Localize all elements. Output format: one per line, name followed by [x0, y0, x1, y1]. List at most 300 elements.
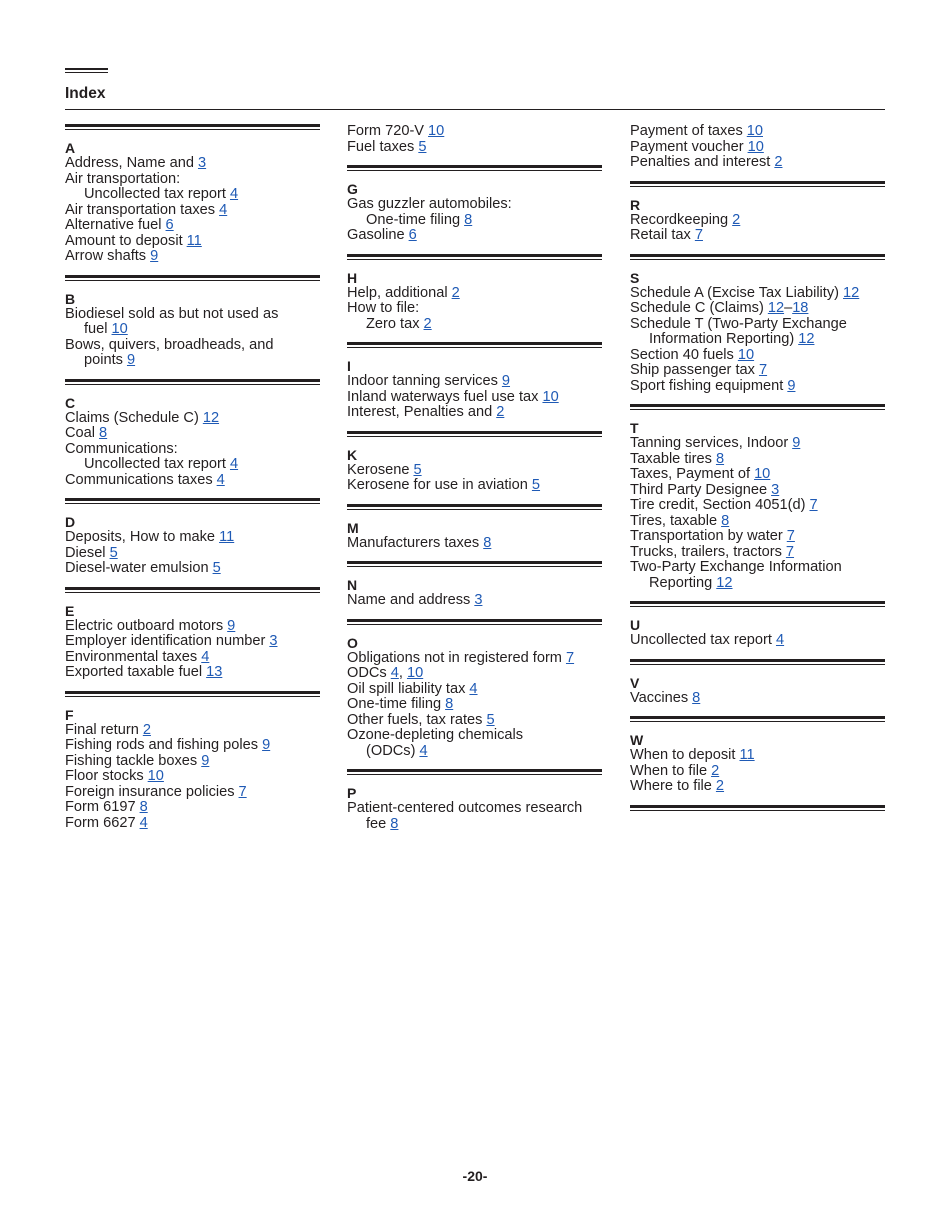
- page-link[interactable]: 11: [186, 232, 202, 249]
- index-entry: [65, 754, 320, 770]
- entry-term: Retail tax: [630, 227, 691, 243]
- continued-entries: [347, 124, 602, 155]
- entry-term: Schedule C (Claims): [630, 300, 764, 316]
- section-rule: [347, 431, 602, 437]
- entry-term: Exported taxable fuel: [65, 664, 203, 680]
- index-entry: [65, 442, 320, 458]
- index-section-m: [347, 504, 602, 552]
- page-link[interactable]: 10: [754, 466, 771, 482]
- page-link[interactable]: 6: [165, 217, 174, 233]
- entry-term: Bows, quivers, broadheads, and: [65, 336, 274, 353]
- section-rule: [630, 254, 885, 260]
- page-references: [759, 362, 767, 378]
- entry-term: Obligations not in registered form: [347, 649, 562, 666]
- index-entry: [65, 546, 320, 562]
- page-link[interactable]: 12: [767, 300, 785, 316]
- page-link[interactable]: 18: [792, 300, 809, 316]
- entry-term: Uncollected tax report: [630, 632, 772, 648]
- index-entry: [65, 457, 320, 473]
- index-entry: [630, 467, 885, 483]
- page-link[interactable]: 9: [227, 617, 236, 634]
- page-link[interactable]: 4: [216, 471, 225, 488]
- index-entry: [347, 317, 602, 333]
- page-references: [419, 743, 427, 759]
- page-references: [776, 632, 784, 648]
- page-references: [219, 202, 227, 218]
- page-link[interactable]: 4: [139, 814, 148, 831]
- entry-term: Uncollected tax report: [84, 186, 226, 202]
- index-section-v: [630, 659, 885, 707]
- page-link[interactable]: 2: [732, 211, 741, 228]
- page-link[interactable]: 12: [843, 284, 860, 301]
- index-column-1: [65, 124, 320, 841]
- index-entry: [347, 478, 602, 494]
- page-link[interactable]: 12: [202, 409, 220, 426]
- entry-term: Foreign insurance policies: [65, 783, 235, 800]
- index-section-w: [630, 716, 885, 795]
- section-letter: N: [347, 577, 358, 593]
- entry-term: Alternative fuel: [65, 217, 162, 233]
- page-link[interactable]: 2: [711, 762, 720, 779]
- page-link[interactable]: 7: [785, 543, 795, 560]
- index-entry: [65, 473, 320, 489]
- index-entry: [630, 545, 885, 561]
- entry-term-continued: Information Reporting): [649, 331, 795, 347]
- index-entry: [630, 691, 885, 707]
- page-references: [112, 321, 128, 337]
- page-link[interactable]: 9: [262, 737, 271, 753]
- page-references: [787, 378, 795, 394]
- index-entry: [347, 651, 602, 667]
- page-references: [542, 389, 558, 405]
- page-references: [127, 352, 135, 368]
- entry-term: Gasoline: [347, 227, 405, 243]
- entry-term: Payment voucher: [630, 138, 744, 155]
- index-section-b: [65, 275, 320, 369]
- page-references: [469, 681, 477, 697]
- entry-term: Diesel-water emulsion: [65, 560, 209, 576]
- page-references: [711, 763, 719, 779]
- section-rule: [65, 124, 320, 130]
- page-references: [143, 722, 151, 738]
- title-divider: [65, 109, 885, 110]
- page-link[interactable]: 4: [469, 680, 478, 697]
- entry-term: Zero tax: [366, 315, 420, 332]
- index-section-s: [630, 254, 885, 395]
- page-link[interactable]: 7: [694, 227, 703, 243]
- entry-term-continued: points: [84, 352, 123, 368]
- index-entry: [630, 286, 885, 302]
- page-link[interactable]: 4: [229, 456, 239, 472]
- entry-term: Payment of taxes: [630, 123, 743, 139]
- index-section-p: [347, 769, 602, 832]
- entry-term: Deposits, How to make: [65, 529, 216, 545]
- index-entry: [347, 463, 602, 479]
- entry-term: Patient-centered outcomes research: [347, 800, 583, 816]
- page-references: [262, 737, 270, 753]
- entry-term: Fishing tackle boxes: [65, 752, 198, 769]
- index-entry: [65, 738, 320, 754]
- index-entry: [65, 723, 320, 739]
- entry-term: Penalties and interest: [630, 154, 771, 170]
- page-link[interactable]: 9: [126, 352, 136, 368]
- page-references: [716, 575, 732, 591]
- entry-term: Uncollected tax report: [84, 456, 226, 472]
- page-link[interactable]: 3: [771, 481, 780, 498]
- page-link[interactable]: 7: [758, 362, 768, 378]
- page-link[interactable]: 2: [496, 404, 505, 420]
- page-link[interactable]: 7: [565, 649, 575, 666]
- page-references: [464, 212, 472, 228]
- page-link[interactable]: 8: [390, 815, 399, 832]
- entry-term: Vaccines: [630, 689, 689, 706]
- page-references: [716, 451, 724, 467]
- index-entry: [347, 390, 602, 406]
- entry-term: Arrow shafts: [65, 248, 147, 264]
- page-link[interactable]: 13: [206, 664, 223, 680]
- page-link[interactable]: 5: [486, 711, 495, 728]
- entry-term: Other fuels, tax rates: [347, 711, 483, 728]
- page-link[interactable]: 10: [147, 768, 164, 784]
- entry-term: Amount to deposit: [65, 232, 183, 249]
- index-entry: [630, 514, 885, 530]
- page-link[interactable]: 3: [269, 633, 278, 649]
- page-link[interactable]: 11: [739, 747, 755, 763]
- page-link[interactable]: 10: [406, 665, 424, 681]
- page-link[interactable]: 9: [787, 377, 796, 394]
- page-references: [792, 435, 800, 451]
- section-rule: [347, 165, 602, 171]
- section-rule: [65, 498, 320, 504]
- page-link[interactable]: 8: [692, 689, 701, 706]
- index-entry: [347, 286, 602, 302]
- entry-term: Address, Name and: [65, 155, 194, 171]
- section-rule: [65, 587, 320, 593]
- entry-term-continued: fee: [366, 815, 387, 832]
- section-rule: [630, 659, 885, 665]
- section-letter: E: [65, 602, 75, 619]
- index-section-u: [630, 601, 885, 649]
- index-entry: [65, 234, 320, 250]
- page-references: [206, 664, 222, 680]
- page-link[interactable]: 4: [219, 201, 228, 218]
- page-link[interactable]: 10: [737, 346, 755, 363]
- index-entry: [65, 800, 320, 816]
- entry-term: Final return: [65, 721, 139, 738]
- section-letter: A: [65, 140, 76, 156]
- page-link[interactable]: 8: [483, 534, 492, 551]
- section-letter: B: [65, 290, 76, 307]
- page-link[interactable]: 5: [531, 477, 541, 493]
- page-references: [786, 544, 794, 560]
- entry-term: When to file: [630, 762, 708, 779]
- entry-term: Two-Party Exchange Information: [630, 559, 842, 575]
- page-link[interactable]: 8: [715, 450, 725, 467]
- page-references: [227, 618, 235, 634]
- entry-term: Transportation by water: [630, 528, 783, 544]
- entry-term: Form 6197: [65, 799, 136, 815]
- page-references: [486, 712, 494, 728]
- index-entry: [347, 213, 602, 229]
- index-entry: [630, 140, 885, 156]
- section-letter: O: [347, 634, 358, 651]
- index-section-d: [65, 498, 320, 577]
- page-title: Index: [65, 85, 106, 102]
- page-link[interactable]: 4: [390, 665, 399, 681]
- entry-term: Ship passenger tax: [630, 362, 755, 378]
- page-references: [738, 347, 754, 363]
- entry-term: Air transportation:: [65, 170, 181, 187]
- page-references: [217, 472, 225, 488]
- page-link[interactable]: 2: [774, 154, 783, 170]
- index-entry: [630, 764, 885, 780]
- index-entry: [65, 156, 320, 172]
- index-entry: [347, 405, 602, 421]
- page-link[interactable]: 10: [111, 321, 128, 337]
- page-link[interactable]: 10: [542, 388, 559, 405]
- section-letter: U: [630, 617, 641, 633]
- page-link[interactable]: 11: [219, 529, 235, 545]
- page-link[interactable]: 9: [501, 373, 511, 389]
- entry-term-continued: (ODCs): [366, 742, 416, 759]
- index-entry: [65, 218, 320, 234]
- index-entry: [630, 379, 885, 395]
- section-letter: W: [630, 732, 644, 748]
- page-link[interactable]: 4: [775, 632, 785, 648]
- page-references: [230, 456, 238, 472]
- entry-term: Interest, Penalties and: [347, 404, 493, 420]
- page-references: [787, 528, 795, 544]
- entry-term: Communications:: [65, 440, 178, 457]
- index-section-a: [65, 124, 320, 265]
- page-references: [203, 410, 219, 426]
- page-link[interactable]: 2: [715, 778, 725, 794]
- index-section-g: [347, 165, 602, 244]
- page-references: [502, 373, 510, 389]
- page-references: [201, 753, 209, 769]
- section-letter: R: [630, 196, 641, 213]
- entry-term: Diesel: [65, 544, 106, 561]
- entry-term: Coal: [65, 425, 96, 441]
- entry-term: Schedule T (Two-Party Exchange: [630, 315, 847, 332]
- index-section-h: [347, 254, 602, 333]
- page-link[interactable]: 3: [197, 155, 207, 171]
- page-references: [843, 285, 859, 301]
- page-references: [213, 560, 221, 576]
- page-link[interactable]: 10: [428, 123, 445, 139]
- page-references: [754, 466, 770, 482]
- index-entry: [65, 769, 320, 785]
- entry-term: Kerosene for use in aviation: [347, 477, 528, 493]
- page-link[interactable]: 8: [99, 425, 108, 441]
- page-link[interactable]: 10: [747, 138, 764, 155]
- index-section-f: [65, 691, 320, 832]
- entry-term: Kerosene: [347, 461, 410, 478]
- index-entry: [347, 697, 602, 713]
- index-entry: [347, 374, 602, 390]
- entry-term: Biodiesel sold as but not used as: [65, 305, 279, 322]
- header-decorative-rule: [65, 68, 108, 73]
- entry-term: One-time filing: [347, 696, 442, 712]
- page-link[interactable]: 5: [418, 138, 427, 155]
- index-entry: [347, 666, 602, 682]
- page-references: [474, 592, 482, 608]
- entry-term: Form 6627: [65, 814, 136, 831]
- entry-term: One-time filing: [366, 211, 461, 228]
- page-references: [695, 227, 703, 243]
- section-letter: V: [630, 674, 640, 691]
- section-letter: D: [65, 514, 76, 530]
- index-entry: [65, 187, 320, 203]
- page-link[interactable]: 5: [212, 560, 221, 576]
- page-link[interactable]: 7: [809, 497, 818, 513]
- index-entry: [630, 529, 885, 545]
- page-references: [166, 217, 174, 233]
- page-link[interactable]: 2: [451, 284, 460, 301]
- entry-term: Tires, taxable: [630, 512, 718, 529]
- index-entry: [65, 249, 320, 265]
- page-link[interactable]: 12: [716, 574, 733, 591]
- page-number: -20-: [462, 1168, 488, 1184]
- page-references: [483, 535, 491, 551]
- index-entry: [347, 124, 602, 140]
- entry-term: Sport fishing equipment: [630, 377, 784, 394]
- section-letter: I: [347, 358, 351, 374]
- index-entry: [630, 228, 885, 244]
- page-link[interactable]: 4: [229, 186, 239, 202]
- page-references: [219, 529, 234, 545]
- section-letter: H: [347, 269, 358, 286]
- page-link[interactable]: 8: [721, 512, 730, 529]
- page-link[interactable]: 8: [445, 696, 454, 712]
- page-link[interactable]: 9: [792, 435, 801, 451]
- page-references: [110, 545, 118, 561]
- page-references: [239, 784, 247, 800]
- index-entry: [65, 619, 320, 635]
- index-entry: [347, 228, 602, 244]
- section-rule: [347, 619, 602, 625]
- entry-term: Trucks, trailers, tractors: [630, 543, 782, 560]
- page-references: [716, 778, 724, 794]
- entry-term: Taxable tires: [630, 450, 712, 467]
- index-entry: [65, 530, 320, 546]
- entry-term: Environmental taxes: [65, 648, 198, 665]
- index-entry: [630, 560, 885, 591]
- index-entry: [65, 634, 320, 650]
- section-rule: [630, 404, 885, 410]
- index-entry: [630, 348, 885, 364]
- index-section-c: [65, 379, 320, 489]
- section-rule: [347, 342, 602, 348]
- section-rule: [65, 275, 320, 281]
- page-references: [532, 477, 540, 493]
- index-entry: [65, 665, 320, 681]
- page-link[interactable]: 2: [142, 721, 151, 738]
- page-references: [424, 316, 432, 332]
- page-references: [768, 300, 809, 316]
- page-references: [409, 227, 417, 243]
- page-references: [391, 665, 423, 681]
- section-letter: C: [65, 394, 76, 411]
- page-link[interactable]: 6: [408, 227, 417, 243]
- entry-term: Employer identification number: [65, 633, 266, 649]
- continued-entries: [630, 124, 885, 171]
- section-letter: M: [347, 519, 359, 536]
- index-entry: [347, 301, 602, 317]
- page-link[interactable]: 9: [201, 752, 210, 769]
- page-link[interactable]: 5: [413, 461, 422, 478]
- section-rule: [65, 691, 320, 697]
- entry-term: Fuel taxes: [347, 138, 415, 155]
- page-references: [445, 696, 453, 712]
- index-entry: [630, 213, 885, 229]
- page-references: [230, 186, 238, 202]
- page-references: [452, 285, 460, 301]
- page-link[interactable]: 8: [464, 211, 473, 228]
- page-link[interactable]: 4: [201, 648, 210, 665]
- index-entry: [347, 801, 602, 832]
- index-column-2: [347, 124, 602, 842]
- page-references: [390, 816, 398, 832]
- section-letter: K: [347, 446, 358, 463]
- entry-term: Taxes, Payment of: [630, 466, 751, 482]
- index-section-i: [347, 342, 602, 421]
- entry-term: Manufacturers taxes: [347, 534, 480, 551]
- entry-term: Tire credit, Section 4051(d): [630, 497, 806, 513]
- page-references: [732, 212, 740, 228]
- page-link[interactable]: 3: [474, 592, 483, 608]
- page-link[interactable]: 2: [423, 315, 432, 332]
- page-link[interactable]: 5: [109, 544, 118, 561]
- page-link[interactable]: 8: [139, 799, 148, 815]
- entry-term: Indoor tanning services: [347, 373, 498, 389]
- page-references: [748, 139, 764, 155]
- page-link[interactable]: 9: [150, 248, 159, 264]
- index-entry: [65, 785, 320, 801]
- section-rule: [347, 769, 602, 775]
- entry-term: Claims (Schedule C): [65, 409, 199, 426]
- page-link[interactable]: 7: [238, 783, 247, 800]
- index-entry: [347, 197, 602, 213]
- section-letter: G: [347, 181, 358, 197]
- entry-term: Where to file: [630, 778, 712, 794]
- entry-term: When to deposit: [630, 747, 736, 763]
- page-references: [198, 155, 206, 171]
- index-entry: [347, 682, 602, 698]
- page-link[interactable]: 10: [746, 123, 763, 139]
- index-section-t: [630, 404, 885, 591]
- page-references: [771, 482, 779, 498]
- index-entry: [630, 317, 885, 348]
- index-entry: [630, 748, 885, 764]
- entry-term: Help, additional: [347, 284, 448, 301]
- page-link[interactable]: 7: [786, 528, 795, 544]
- entry-term: Oil spill liability tax: [347, 680, 466, 697]
- index-entry: [347, 593, 602, 609]
- entry-term: Schedule A (Excise Tax Liability): [630, 284, 840, 301]
- page-link[interactable]: 12: [798, 331, 815, 347]
- section-rule: [630, 716, 885, 722]
- section-letter: P: [347, 785, 357, 801]
- page-link[interactable]: 4: [419, 742, 428, 759]
- index-section-e: [65, 587, 320, 681]
- index-column-3: [630, 124, 885, 821]
- index-entry: [347, 140, 602, 156]
- entry-term-continued: Reporting: [649, 574, 713, 591]
- index-section-o: [347, 619, 602, 760]
- entry-term: Name and address: [347, 592, 471, 608]
- page-references: [140, 799, 148, 815]
